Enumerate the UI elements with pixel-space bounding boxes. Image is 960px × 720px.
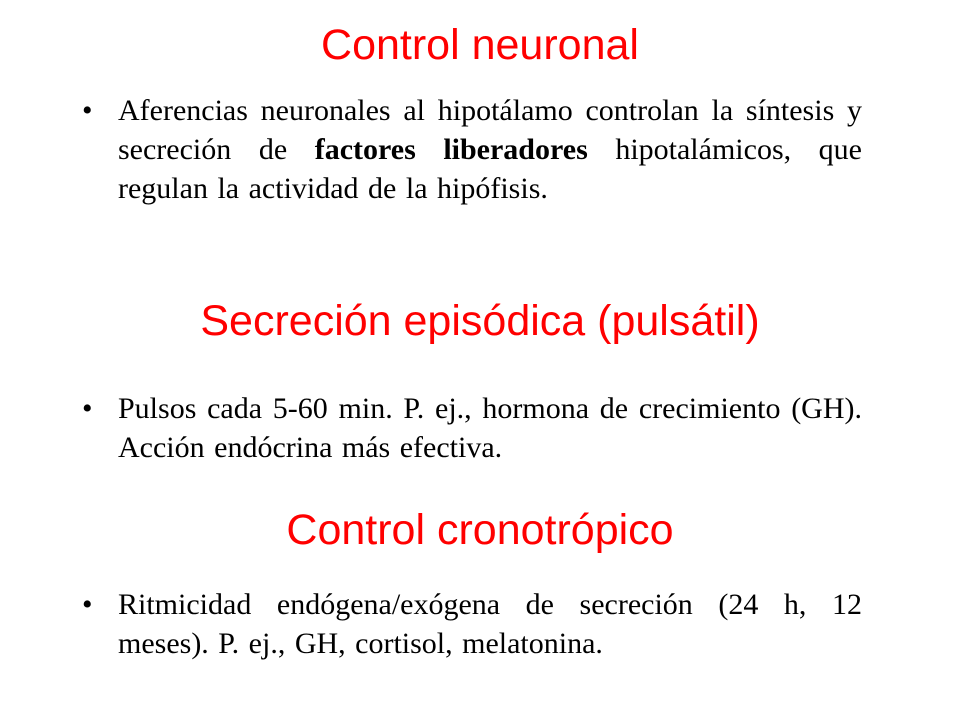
bullet-item-control-cronotropico bbox=[82, 585, 862, 663]
bullet-marker: • bbox=[82, 588, 93, 621]
heading-control-neuronal: Control neuronal bbox=[321, 21, 639, 69]
bullet-marker: • bbox=[82, 94, 93, 127]
bullet-text bbox=[118, 91, 862, 208]
bullet-text-after: hipotalámicos, que regulan la actividad de la hipófisis. bbox=[118, 133, 862, 205]
bullet-item-control-neuronal bbox=[82, 91, 862, 208]
bullet-text-before: Aferencias neuronales al hipotálamo controlan la síntesis y secreción de bbox=[118, 94, 862, 166]
bullet-text: Ritmicidad endógena/exógena de secreción (24 h, 12 meses). P. ej., GH, cortisol, melatonina. bbox=[118, 588, 862, 660]
bullet-marker: • bbox=[82, 392, 93, 425]
bullet-item-secrecion-episodica bbox=[82, 389, 862, 467]
bullet-text: Pulsos cada 5-60 min. P. ej., hormona de crecimiento (GH). Acción endócrina más efectiva. bbox=[118, 392, 862, 464]
heading-secrecion-episodica: Secreción episódica (pulsátil) bbox=[200, 297, 760, 345]
heading-control-cronotropico: Control cronotrópico bbox=[286, 506, 674, 554]
bullet-text-bold: factores liberadores bbox=[314, 133, 588, 166]
